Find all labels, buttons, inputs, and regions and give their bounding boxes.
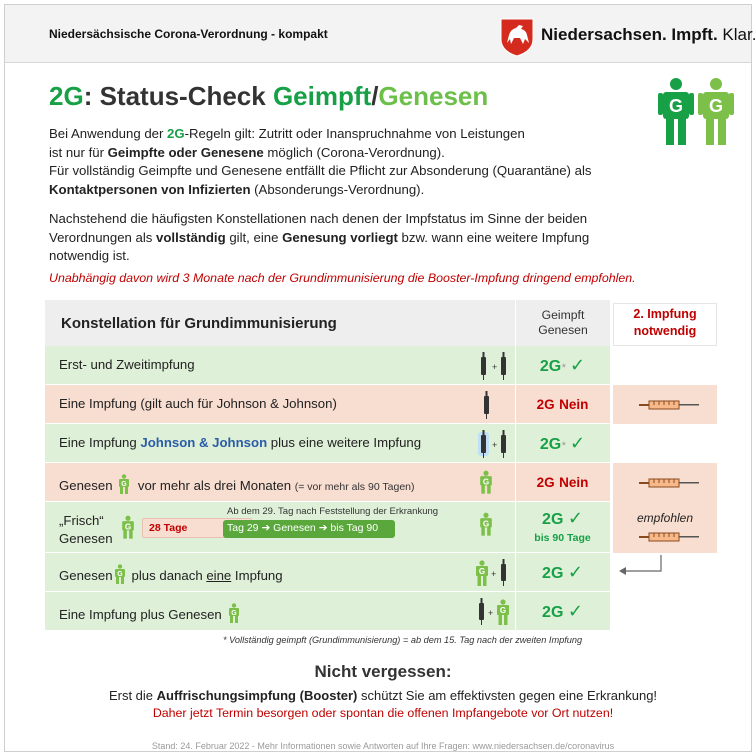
header-band: [5, 5, 756, 63]
reminder-booster: Erst die Auffrischungsimpfung (Booster) schützt Sie am effektivsten gegen eine Erkrankung!: [108, 688, 658, 703]
stand-info: Stand: 24. Februar 2022 - Mehr Informationen sowie Antworten auf Ihre Fragen: www.niedersachsen.de/coronavirus: [151, 741, 615, 751]
recovery-note: Ab dem 29. Tag nach Feststellung der Erkrankung: [227, 506, 439, 517]
arrow-icon: [617, 553, 667, 577]
intro-paragraph-1: Bei Anwendung der 2G-Regeln gilt: Zutritt oder Inanspruchnahme von Leistungen ist nur für Geimpfte oder Genesene möglich (Corona-Verordnung). Für vollständig Geimpfte und Genesene entfällt die Pflicht zur Absonderung (Quarantäne) als Kontaktpersonen von Infizierten (Absonderungs-Verordnung).: [49, 126, 592, 197]
status-sub: bis 90 Tage: [534, 532, 591, 544]
svg-text:+: +: [488, 608, 494, 618]
table-row: [45, 424, 610, 463]
svg-text:G: G: [482, 477, 490, 487]
header-geimpft-genesen: Geimpft Genesen: [538, 308, 588, 337]
dose-plus-genesen-icon: [475, 598, 513, 626]
genesen-person-icon: [121, 515, 135, 539]
status-value: 2G Nein: [536, 397, 589, 412]
row-label: Eine Impfung (gilt auch für Johnson & Johnson): [59, 396, 337, 411]
genesen-person-icon: [479, 470, 493, 494]
row-label: Eine Impfung plus Genesen G: [59, 603, 240, 623]
row-label: „Frisch“ Genesen: [59, 513, 113, 546]
footnote: * Vollständig geimpft (Grundimmunisierung) = ab dem 15. Tag nach der zweiten Impfung: [223, 635, 583, 645]
status-value: 2G* ✓: [539, 355, 586, 375]
table-row: [45, 502, 610, 553]
genesen-person-icon: [228, 603, 240, 623]
row-label: Eine Impfung Johnson & Johnson plus eine weitere Impfung: [59, 435, 422, 450]
tag-genesen-period: Tag 29 ➔ Genesen ➔ bis Tag 90: [223, 520, 395, 538]
svg-text:G: G: [124, 522, 132, 532]
header-zweite-impfung: 2. Impfung notwendig: [613, 303, 717, 346]
page-title: 2G: Status-Check Geimpft/Genesen: [49, 81, 489, 111]
table-row: [45, 463, 610, 502]
svg-text:G: G: [708, 96, 724, 116]
johnson-plus-dose-icon: [477, 429, 513, 459]
impfung-cell: [613, 385, 717, 424]
brand-slogan: Niedersachsen. Impft. Klar.: [541, 25, 756, 44]
row-label: Genesen G vor mehr als drei Monaten (= vor mehr als 90 Tagen): [59, 474, 415, 494]
impfung-cell: [613, 502, 717, 553]
impfung-cell: [613, 463, 717, 502]
syringe-icon: [639, 398, 699, 412]
two-vaccine-doses-icon: [477, 351, 513, 381]
tag-28-days: 28 Tage: [142, 518, 252, 538]
svg-text:G: G: [499, 606, 507, 615]
booster-warning: Unabhängig davon wird 3 Monate nach der Grundimmunisierung die Booster-Impfung dringend empfohlen.: [49, 271, 636, 285]
genesen-person-icon: [118, 474, 130, 494]
svg-text:+: +: [491, 569, 497, 579]
genesen-person-icon: [114, 564, 126, 584]
svg-text:G: G: [231, 610, 237, 617]
status-value: 2G ✓: [542, 562, 583, 582]
status-value: 2G Nein: [536, 475, 589, 490]
svg-text:G: G: [668, 96, 684, 116]
table-header: [45, 300, 610, 346]
row-label: Erst- und Zweitimpfung: [59, 357, 195, 372]
genesen-plus-dose-icon: [475, 559, 513, 587]
status-value: 2G* ✓: [539, 433, 586, 453]
syringe-icon: [639, 530, 699, 544]
empfohlen-label: empfohlen: [636, 511, 694, 525]
table-row: [45, 346, 610, 385]
header-konstellation: Konstellation für Grundimmunisierung: [61, 315, 337, 332]
genesen-person-icon: [479, 512, 493, 536]
table-row: [45, 592, 610, 631]
reminder-appointment: Daher jetzt Termin besorgen oder spontan die offenen Impfangebote vor Ort nutzen!: [152, 706, 614, 720]
niedersachsen-coat-of-arms-icon: [499, 17, 535, 57]
row-label: Genesen G plus danach eine Impfung: [59, 564, 283, 584]
svg-text:G: G: [482, 519, 490, 529]
intro-paragraph-2: Nachstehend die häufigsten Konstellationen nach denen der Impfstatus im Sinne der beiden Verordnungen als vollständig gilt, eine Genesung vorliegt bzw. wann eine weitere Impfung notwendig ist.: [49, 211, 590, 263]
status-value: 2G ✓: [542, 508, 583, 528]
table-row: [45, 553, 610, 592]
info-sheet: [4, 4, 756, 752]
svg-text:G: G: [121, 481, 127, 488]
table-row: [45, 385, 610, 424]
reminder-title: Nicht vergessen:: [314, 662, 452, 681]
column-divider: [515, 300, 516, 346]
header-title: Niedersächsische Corona-Verordnung - kompakt: [49, 27, 328, 41]
vaccine-dose-icon: [481, 390, 493, 420]
status-value: 2G ✓: [542, 601, 583, 621]
syringe-icon: [639, 476, 699, 490]
svg-text:+: +: [492, 440, 498, 450]
svg-text:+: +: [492, 362, 498, 372]
svg-text:G: G: [478, 567, 486, 576]
svg-text:G: G: [116, 571, 123, 578]
